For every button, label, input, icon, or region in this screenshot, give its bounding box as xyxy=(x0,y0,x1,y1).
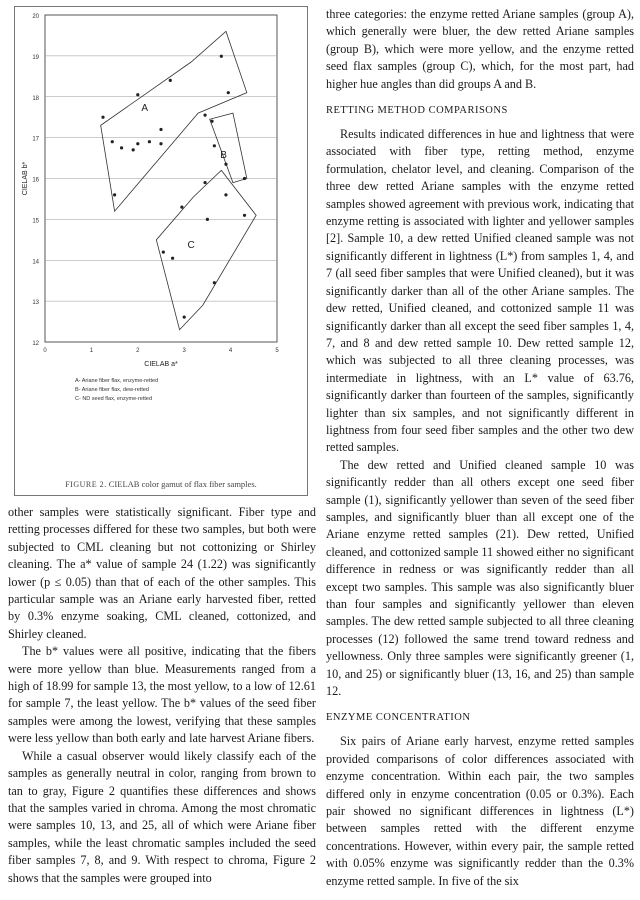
data-point xyxy=(224,163,227,166)
left-column xyxy=(8,6,316,887)
data-point xyxy=(213,281,216,284)
data-point xyxy=(213,144,216,147)
group-outline xyxy=(156,170,256,329)
right-paragraph: three categories: the enzyme retted Ariane samples (group A), which generally were bluer, the dew retted Ariane samples (group B), which were more yellow, and the enzyme retted seed flax samples (group C), which, for the most part, had higher hue angles than did groups A and B. xyxy=(326,7,634,91)
data-point xyxy=(111,140,114,143)
scatter-chart xyxy=(15,7,307,495)
right-paragraph: The dew retted and Unified cleaned sample 10 was significantly redder than all others except one seed fiber sample (1), significantly yellower than seven of the seed fiber samples, and significantly bluer than all except one of the Ariane enzyme retted samples (21). Dew retted, Unified cleaned, and cottonized sample 11 showed either no significant difference in redness or was significantly redder than all except two samples. This sample was also significantly bluer than four samples and significantly yellower than eleven samples. The dew retted sample subjected to all three cleaning processes (12) followed the same trend toward redness and yellowness. Only three samples were significantly greener (1, 10, and 25) or significantly bluer (13, 16, and 25) than sample 12. xyxy=(326,457,634,699)
data-point xyxy=(224,193,227,196)
figure-caption xyxy=(15,479,307,489)
x-tick-label: 1 xyxy=(89,348,94,354)
y-axis-label: CIELAB b* xyxy=(22,161,29,196)
data-point xyxy=(243,177,246,180)
data-point xyxy=(101,116,104,119)
x-tick-label: 0 xyxy=(43,348,47,354)
data-point xyxy=(136,93,139,96)
data-point xyxy=(220,55,223,58)
data-point xyxy=(180,206,183,209)
x-tick-label: 3 xyxy=(182,348,186,354)
data-point xyxy=(203,181,206,184)
y-tick-label: 15 xyxy=(32,218,39,225)
data-point xyxy=(171,257,174,260)
y-tick-label: 12 xyxy=(32,341,39,347)
y-tick-label: 20 xyxy=(32,14,39,20)
right-paragraph: Results indicated differences in hue and lightness that were associated with fiber type, retting method, enzyme formulation, chelator level, and cleaning. Comparison of the three dew retted Ariane samples with the enzyme retted samples showed agreement with previous work, indicating that enzyme retting is associated with lighter and yellower samples [2]. Sample 10, a dew retted Unified cleaned sample was not significantly different in lightness (L*) from samples 1, 4, and 7 (all seed fiber samples that were Unified cleaned), but it was significantly darker than all of the other Ariane samples. The dew retted, Unified cleaned, and cottonized sample 11 was significantly darker than all except the seed fiber samples 1, 4, 7, and 8 and dew retted sample 10. Dew retted sample 12, which was subjected to all three cleaning processes, was intermediate in lightness, with an L* value of 63.76, significantly darker than fourteen of the samples, significantly lighter than six samples, and not significantly different in lightness from four seed fiber samples and the other two dew retted samples. xyxy=(326,127,634,455)
data-point xyxy=(227,91,230,94)
y-tick-label: 14 xyxy=(32,259,39,266)
data-point xyxy=(162,250,165,253)
left-paragraph: While a casual observer would likely classify each of the samples as generally neutral in color, ranging from brown to tan to gray, Figure 2 quantifies these differences and shows that the samples varied in chroma. Among the most chromatic were samples 10, 13, and 25, all of which were Ariane fiber samples, while the least chromatic samples included the seed fiber samples 7, 8, and 9. With respect to chroma, Figure 2 shows that the samples were grouped into xyxy=(8,748,316,885)
y-tick-label: 17 xyxy=(32,136,39,143)
section-heading: ENZYME CONCENTRATION xyxy=(326,712,471,724)
data-point xyxy=(159,142,162,145)
legend-entry: A- Ariane fiber flax, enzyme-retted xyxy=(75,378,159,384)
legend-entry: B- Ariane fiber flax, dew-retted xyxy=(75,387,149,393)
data-point xyxy=(120,146,123,149)
left-text xyxy=(8,504,316,887)
figure-2 xyxy=(14,6,308,496)
caption-label: FIGURE 2. xyxy=(65,480,107,489)
x-axis-label: CIELAB a* xyxy=(144,361,178,368)
group-outline xyxy=(101,31,247,211)
data-point xyxy=(132,148,135,151)
group-label: C xyxy=(187,239,195,251)
group-label: B xyxy=(220,150,227,162)
data-point xyxy=(210,120,213,123)
data-point xyxy=(113,193,116,196)
x-tick-label: 2 xyxy=(136,348,140,354)
data-point xyxy=(169,79,172,82)
data-point xyxy=(183,315,186,318)
right-paragraph: Six pairs of Ariane early harvest, enzyme retted samples provided comparisons of color differences associated with enzyme concentration. Within each pair, the two samples differed only in enzyme concentration (0.05 or 0.3%). Each pair showed no significant differences in lightness (L*) between samples retted with the different enzyme concentrations. However, within every pair, the sample retted with 0.05% enzyme was significantly redder than the 0.3% enzyme retted sample. In five of the six xyxy=(326,734,634,888)
data-point xyxy=(148,140,151,143)
group-label: A xyxy=(141,103,149,115)
y-tick-label: 13 xyxy=(32,300,39,307)
section-heading: RETTING METHOD COMPARISONS xyxy=(326,105,508,117)
legend-entry: C- ND seed flax, enzyme-retted xyxy=(75,396,153,402)
group-outline xyxy=(210,113,247,182)
y-tick-label: 16 xyxy=(32,177,39,184)
left-paragraph: other samples were statistically significant. Fiber type and retting processes differed for these two samples, but both were subjected to CML cleaning but not cottonizing or Shirley cleaning. The a* value of sample 24 (1.22) was significantly lower (p ≤ 0.05) than that of each of the other samples. This particular sample was an Ariane early harvested fiber, retted by 0.3% enzyme soaking, CML cleaned, cottonized, and Shirley cleaned. xyxy=(8,505,316,641)
data-point xyxy=(136,142,139,145)
data-point xyxy=(243,214,246,217)
y-tick-label: 19 xyxy=(32,54,39,61)
data-point xyxy=(203,114,206,117)
x-tick-label: 5 xyxy=(275,348,279,354)
caption-text: CIELAB color gamut of flax fiber samples. xyxy=(108,479,257,489)
x-tick-label: 4 xyxy=(228,348,233,354)
y-tick-label: 18 xyxy=(32,95,39,102)
data-point xyxy=(159,128,162,131)
right-column xyxy=(326,6,634,890)
data-point xyxy=(206,218,209,221)
left-paragraph: The b* values were all positive, indicating that the fibers were more yellow than blue. Measurements ranged from a high of 18.99 for sample 13, the most yellow, to a low of 12.61 for sample 7, the least yellow. The b* values of the seed fiber samples were among the lowest, verifying that these samples were less yellow than both early and late harvest Ariane fibers. xyxy=(8,644,316,746)
